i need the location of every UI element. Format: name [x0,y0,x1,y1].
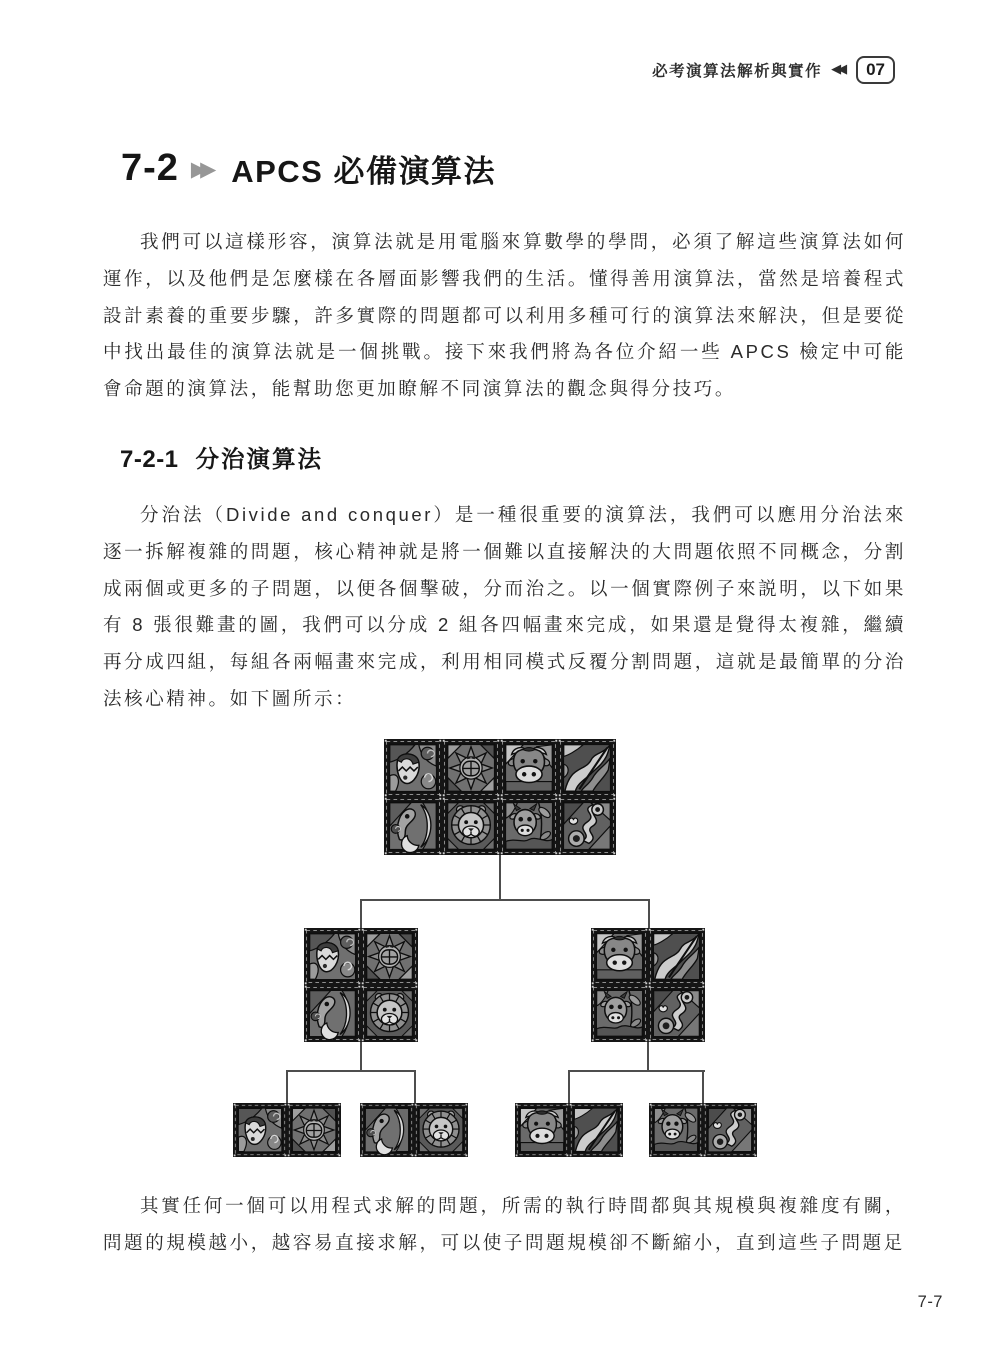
tile-ox [591,985,648,1042]
double-right-arrow-icon: ▶▶ [190,158,210,181]
tile-ox [500,797,558,855]
tile-ox [649,1103,703,1157]
connector-line [286,1070,416,1072]
image-block-pair-3 [515,1103,623,1157]
section-number: 7-2 [121,147,179,189]
body-paragraph-1: 分治法（Divide and conquer）是一種很重要的演算法，我們可以應用分治法來逐一拆解複雜的問題，核心精神就是將一個難以直接解決的大問題依照不同概念，分割成兩個或更多的子問題，以便各個擊破，分而治之。以一個實際例子來説明，以下如果有 8 張很難畫的圖，我們可以分成 2 組各四幅畫來完成，如果還是覺得太複雜，繼續再分成四組，每組各兩幅畫來完成，利用相同模式反覆分割問題，這就是最簡單的分治法核心精神。如下圖所示： [103,504,906,709]
tile-snake [703,1103,757,1157]
image-block-root-8 [384,739,616,855]
tile-swan [384,797,442,855]
tile-swan [304,985,361,1042]
connector-line [648,899,650,928]
intro-paragraph: 我們可以這樣形容，演算法就是用電腦來算數學的學問，必須了解這些演算法如何運作，以及他們是怎麼樣在各層面影響我們的生活。懂得善用演算法，當然是培養程式設計素養的重要步驟，許多實際的問題都可以利用多種可行的演算法來解決，但是要從中找出最佳的演算法就是一個挑戰。接下來我們將為各位介紹一些 APCS 檢定中可能會命題的演算法，能幫助您更加瞭解不同演算法的觀念與得分技巧。 [103,231,906,400]
tile-swan [360,1103,414,1157]
image-block-left-4 [304,928,418,1042]
tile-monkey [384,739,442,797]
connector-line [360,1042,362,1072]
tile-ribbon [558,739,616,797]
subsection-number: 7-2-1 [120,446,179,473]
subsection-heading [120,440,323,474]
tile-snake [558,797,616,855]
page-header [652,56,895,84]
subsection-title: 分治演算法 [195,446,324,472]
section-title: APCS 必備演算法 [231,154,496,189]
page-number: 7-7 [917,1293,943,1311]
connector-line [499,855,501,901]
tile-ribbon [648,928,705,985]
divide-and-conquer-tree-figure [0,735,1000,1175]
tile-turtle [361,928,418,985]
tile-cow [515,1103,569,1157]
connector-line [360,899,362,928]
tile-turtle [287,1103,341,1157]
tile-cow [591,928,648,985]
tile-cow [500,739,558,797]
connector-line [568,1070,705,1072]
connector-line [286,1070,288,1103]
image-block-pair-1 [233,1103,341,1157]
connector-line [360,899,650,901]
image-block-right-4 [591,928,705,1042]
tile-snake [648,985,705,1042]
tile-monkey [233,1103,287,1157]
connector-line [647,1042,649,1072]
tile-lion [414,1103,468,1157]
tile-lion [361,985,418,1042]
image-block-pair-2 [360,1103,468,1157]
tile-monkey [304,928,361,985]
chapter-title: 必考演算法解析與實作 [652,63,823,80]
connector-line [702,1070,704,1103]
chapter-number-badge: 07 [856,56,895,84]
double-left-arrow-icon: ◀◀ [831,61,844,76]
body-paragraph-2: 其實任何一個可以用程式求解的問題，所需的執行時間都與其規模與複雜度有關，問題的規模越小，越容易直接求解，可以使子問題規模卻不斷縮小，直到這些子問題足 [103,1195,906,1253]
section-heading [121,146,496,191]
connector-line [414,1070,416,1103]
tile-turtle [442,739,500,797]
tile-lion [442,797,500,855]
tile-ribbon [569,1103,623,1157]
image-block-pair-4 [649,1103,757,1157]
connector-line [568,1070,570,1103]
